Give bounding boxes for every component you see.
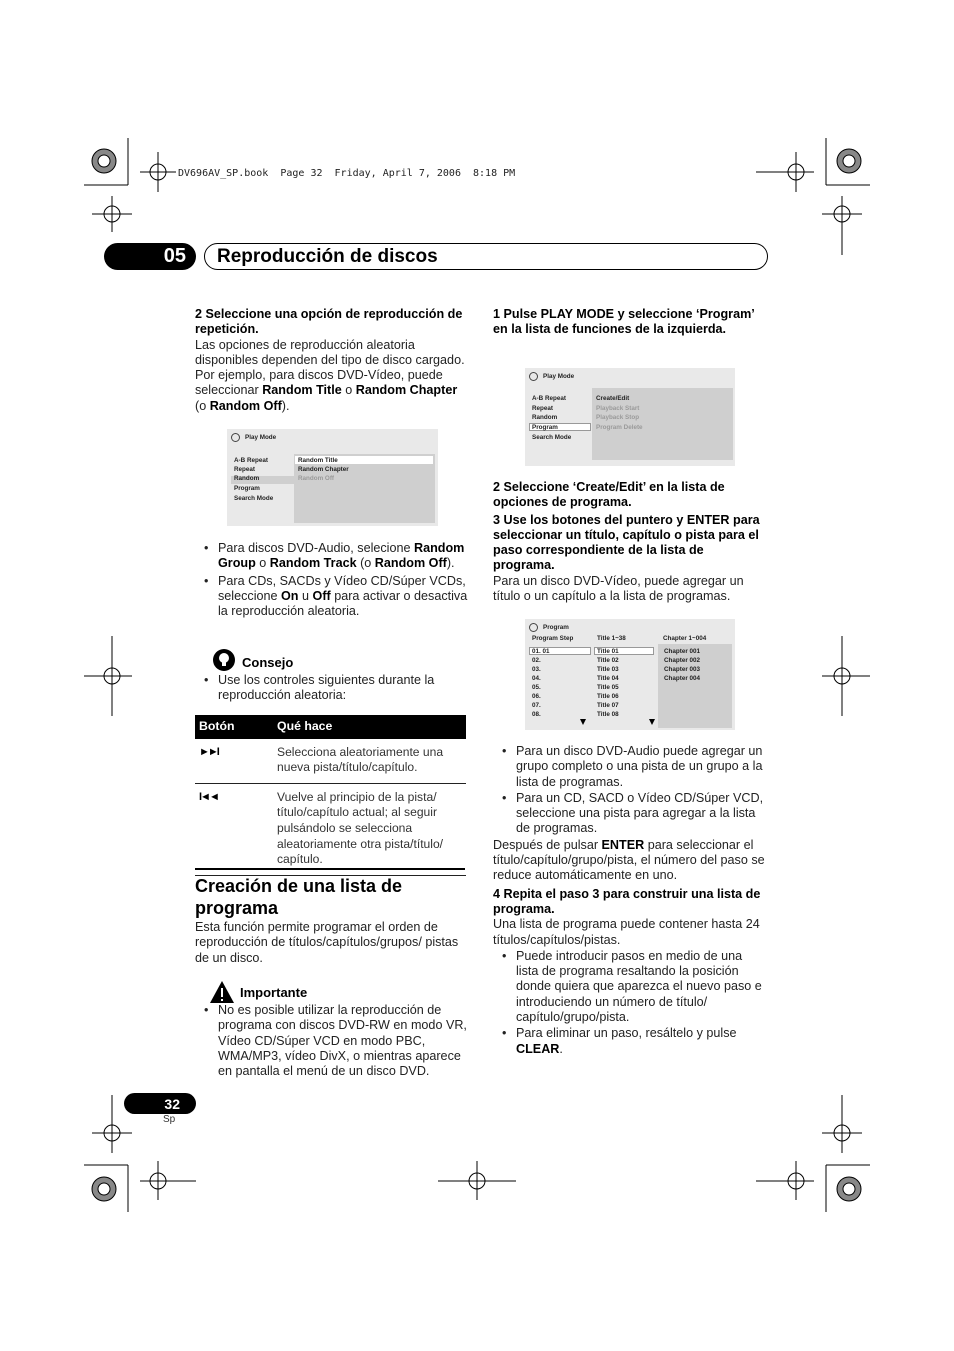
screen2-option-0: Create/Edit	[596, 395, 630, 402]
right-step2-heading: 2 Seleccione ‘Create/Edit’ en la lista de opciones de programa.	[493, 480, 725, 510]
screen3-chapter-0: Chapter 001	[664, 648, 701, 655]
screen2-option-2: Playback Stop	[596, 414, 640, 421]
screen3-step-0: 01. 01	[532, 648, 550, 655]
screen3-chapter-3: Chapter 004	[664, 675, 701, 682]
bullet-delete-step: • Para eliminar un paso, resáltelo y pulse CLEAR.	[493, 1026, 768, 1057]
screen1-menu-0: A-B Repeat	[234, 457, 268, 464]
screen2-menu-0: A-B Repeat	[532, 395, 566, 402]
button-table	[195, 715, 466, 876]
screen3-col1-head: Program Step	[532, 635, 574, 642]
screen1-menu-2: Random	[234, 475, 260, 482]
section-title: Creación de una lista de programa	[195, 876, 403, 918]
right-step3-heading: 3 Use los botones del puntero y ENTER para seleccionar un título, capítulo o pista para el paso correspondiente de la lista de programa.	[493, 512, 760, 573]
left-bullets	[195, 541, 470, 619]
tip-bullet: • Use los controles siguientes durante la reproducción aleatoria:	[195, 673, 470, 704]
screen3-title-1: Title 02	[597, 657, 619, 664]
screen3-step-1: 02.	[532, 657, 541, 664]
left-column	[195, 307, 470, 414]
disc-icon	[231, 433, 240, 442]
screen-play-mode-program	[525, 368, 735, 466]
bullet-cd: • Para CDs, SACDs y Vídeo CD/Súper VCDs, seleccione On u Off para activar o desactiva la reproducción aleatoria.	[195, 574, 470, 620]
screen2-menu-3: Program	[532, 424, 558, 431]
table-header-action: Qué hace	[273, 715, 466, 739]
bullet-dvd-audio: • Para discos DVD-Audio, selecione Random Group o Random Track (o Random Off).	[195, 541, 470, 572]
screen1-title: Play Mode	[245, 434, 277, 441]
important-bullet: • No es posible utilizar la reproducción de programa con discos DVD-RW en modo VR, Vídeo CD/Súper VCD en modo PBC, WMA/MP3, vídeo DivX, o mientras aparece en pantalla el menú de un disco DVD.	[195, 1003, 470, 1079]
screen3-title: Program	[543, 624, 569, 631]
left-step2-body: Las opciones de reproducción aleatoria disponibles dependen del tipo de disco cargado. Por ejemplo, para discos DVD-Vídeo, puede seleccionar Random Title o Random Chapter (o Random Off).	[195, 337, 465, 413]
table-row	[195, 739, 466, 784]
screen1-menu-1: Repeat	[234, 466, 255, 473]
prev-symbol: I◄◄	[195, 783, 273, 875]
bullet-cd-program: • Para un CD, SACD o Vídeo CD/Súper VCD, seleccione una pista para agregar a la lista de programas.	[493, 791, 768, 837]
tip-body	[195, 673, 470, 704]
right-steps-2-3	[493, 480, 765, 604]
left-step2-heading: 2 Seleccione una opción de reproducción de repetición.	[195, 307, 463, 337]
screen3-col3-head: Chapter 1~004	[663, 635, 707, 642]
screen1-option-1: Random Chapter	[298, 466, 349, 473]
screen3-step-5: 06.	[532, 693, 541, 700]
screen2-title: Play Mode	[543, 373, 575, 380]
section-body: Esta función permite programar el orden de reproducción de títulos/capítulos/grupos/ pistas de un disco.	[195, 920, 459, 965]
table-header-button: Botón	[195, 715, 273, 739]
bullet-dvd-audio-program: • Para un disco DVD-Audio puede agregar un grupo completo o una pista de un grupo a la lista de programas.	[493, 744, 768, 790]
screen1-menu-4: Search Mode	[234, 495, 274, 502]
screen2-menu-4: Search Mode	[532, 434, 572, 441]
tip-icon	[211, 647, 237, 673]
screen2-option-3: Program Delete	[596, 424, 643, 431]
table-row	[195, 783, 466, 875]
scroll-down-icon	[580, 719, 586, 725]
important-body	[195, 1003, 470, 1079]
screen3-title-6: Title 07	[597, 702, 619, 709]
screen3-title-3: Title 04	[597, 675, 619, 682]
language-code: Sp	[163, 1114, 176, 1125]
right-step1-heading: 1 Pulse PLAY MODE y seleccione ‘Program’ en la lista de funciones de la izquierda.	[493, 307, 755, 337]
screen3-title-7: Title 08	[597, 711, 619, 718]
screen3-step-4: 05.	[532, 684, 541, 691]
screen3-chapter-1: Chapter 002	[664, 657, 701, 664]
scroll-down-icon	[649, 719, 655, 725]
screen2-option-1: Playback Start	[596, 405, 640, 412]
screen3-chapter-2: Chapter 003	[664, 666, 701, 673]
screen-program	[525, 619, 735, 730]
chapter-number: 05	[104, 243, 196, 270]
after-enter-text: Después de pulsar ENTER para seleccionar el título/capítulo/grupo/pista, el número del paso se reduce automáticamente en uno.	[493, 837, 765, 883]
right-step4-body: Una lista de programa puede contener hasta 24 títulos/capítulos/pistas.	[493, 917, 760, 947]
next-description: Selecciona aleatoriamente una nueva pista/título/capítulo.	[273, 739, 466, 784]
file-header: DV696AV_SP.book Page 32 Friday, April 7, 2006 8:18 PM	[178, 168, 516, 179]
screen3-step-7: 08.	[532, 711, 541, 718]
bullet-insert-step: • Puede introducir pasos en medio de una lista de programa resaltando la posición donde quiera que aparezca el nuevo paso e introduciendo un número de título/ capítulo/grupo/pista.	[493, 949, 768, 1025]
tip-heading: Consejo	[242, 655, 294, 670]
right-lower-text	[493, 744, 768, 1057]
screen3-title-2: Title 03	[597, 666, 619, 673]
right-step1	[493, 307, 765, 338]
right-step4-heading: 4 Repita el paso 3 para construir una lista de programa.	[493, 886, 761, 916]
screen1-menu-3: Program	[234, 485, 260, 492]
disc-icon	[529, 372, 538, 381]
screen3-col2-head: Title 1~38	[597, 635, 626, 642]
screen3-title-5: Title 06	[597, 693, 619, 700]
screen-play-mode-random	[227, 429, 438, 526]
page-number: 32	[124, 1093, 196, 1114]
screen3-step-2: 03.	[532, 666, 541, 673]
screen1-option-0: Random Title	[298, 457, 338, 464]
screen1-option-2: Random Off	[298, 475, 335, 482]
next-symbol: ►►I	[195, 739, 273, 784]
screen3-step-6: 07.	[532, 702, 541, 709]
important-heading: Importante	[240, 985, 308, 1000]
screen3-title-0: Title 01	[597, 648, 619, 655]
disc-icon	[529, 623, 538, 632]
screen2-menu-1: Repeat	[532, 405, 553, 412]
chapter-title: Reproducción de discos	[204, 243, 768, 270]
screen3-step-3: 04.	[532, 675, 541, 682]
right-step3-body: Para un disco DVD-Vídeo, puede agregar un título o un capítulo a la lista de programas.	[493, 573, 744, 604]
warning-icon	[209, 980, 235, 1004]
screen3-title-4: Title 05	[597, 684, 619, 691]
prev-description: Vuelve al principio de la pista/ título/capítulo actual; al seguir pulsándolo se selecciona aleatoriamente otra pista/título/ capítulo.	[273, 783, 466, 875]
screen2-menu-2: Random	[532, 414, 558, 421]
